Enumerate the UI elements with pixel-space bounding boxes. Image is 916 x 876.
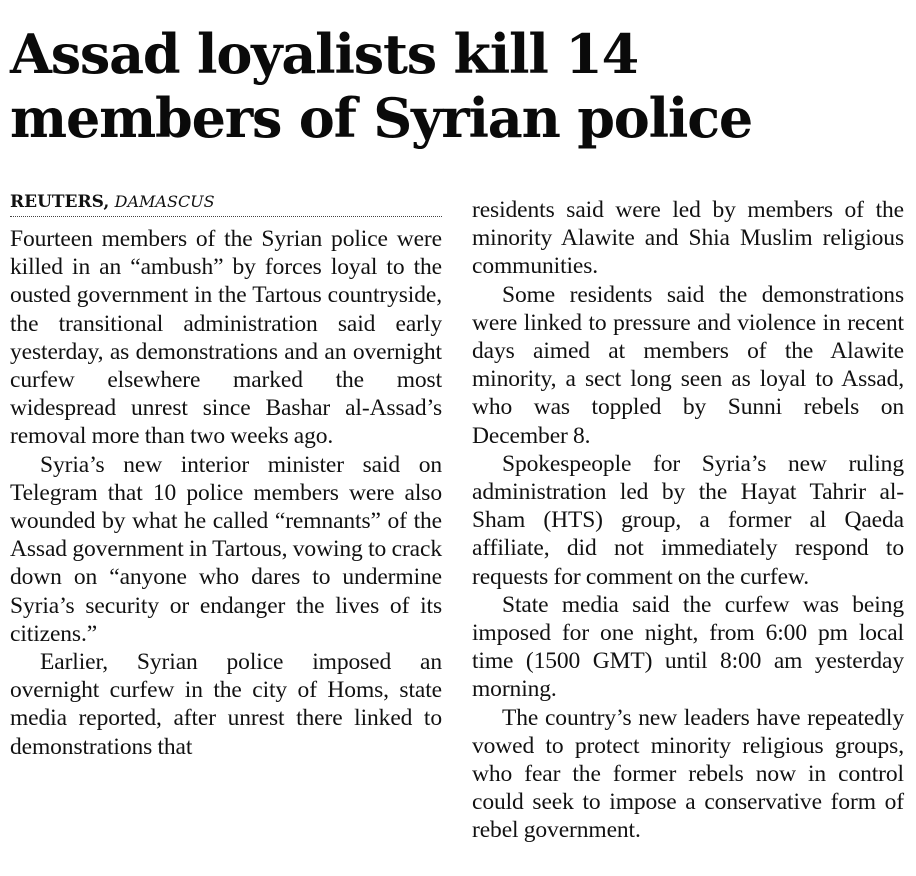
paragraph-1: Fourteen members of the Syrian police were killed in an “ambush” by forces loyal to the ousted government in the Tartous countryside, the transitional administration said early yesterday, as demonstrations and an overnight curfew elsewhere marked the most widespread unrest since Bashar al-Assad’s removal more than two weeks ago. — [10, 226, 442, 450]
byline-agency: REUTERS, — [10, 192, 110, 212]
paragraph-3: Earlier, Syrian police imposed an overnight curfew in the city of Homs, state media reported, after unrest there linked to demonstrations that — [10, 649, 442, 760]
paragraph-3-continued: residents said were led by members of the minority Alawite and Shia Muslim religious communities. — [472, 197, 904, 280]
byline — [10, 190, 442, 216]
paragraph-6: State media said the curfew was being imposed for one night, from 6:00 pm local time (1500 GMT) until 8:00 am yesterday morning. — [472, 591, 904, 703]
column-left — [10, 190, 442, 761]
column-right — [472, 196, 904, 845]
article-body — [10, 190, 906, 870]
headline-line-2: members of Syrian police — [10, 86, 753, 150]
byline-place: DAMASCUS — [114, 192, 215, 211]
paragraph-4: Some residents said the demonstrations were linked to pressure and violence in recent days aimed at members of the Alawite minority, a sect long seen as loyal to Assad, who was toppled by Sunni rebels on December 8. — [472, 281, 904, 449]
paragraph-2: Syria’s new interior minister said on Telegram that 10 police members were also wounded by what he called “remnants” of the Assad government in Tartous, vowing to crack down on “anyone who dares to undermine Syria’s security or endanger the lives of its citizens.” — [10, 451, 442, 647]
byline-divider — [10, 216, 442, 217]
paragraph-5: Spokespeople for Syria’s new ruling administration led by the Hayat Tahrir al-Sham (HTS) group, a former al Qaeda affiliate, did not immediately respond to requests for comment on the curfew. — [472, 450, 904, 590]
headline — [10, 22, 910, 150]
paragraph-7: The country’s new leaders have repeatedly vowed to protect minority religious groups, who fear the former rebels now in control could seek to impose a conservative form of rebel government. — [472, 704, 904, 844]
headline-line-1: Assad loyalists kill 14 — [10, 22, 639, 86]
